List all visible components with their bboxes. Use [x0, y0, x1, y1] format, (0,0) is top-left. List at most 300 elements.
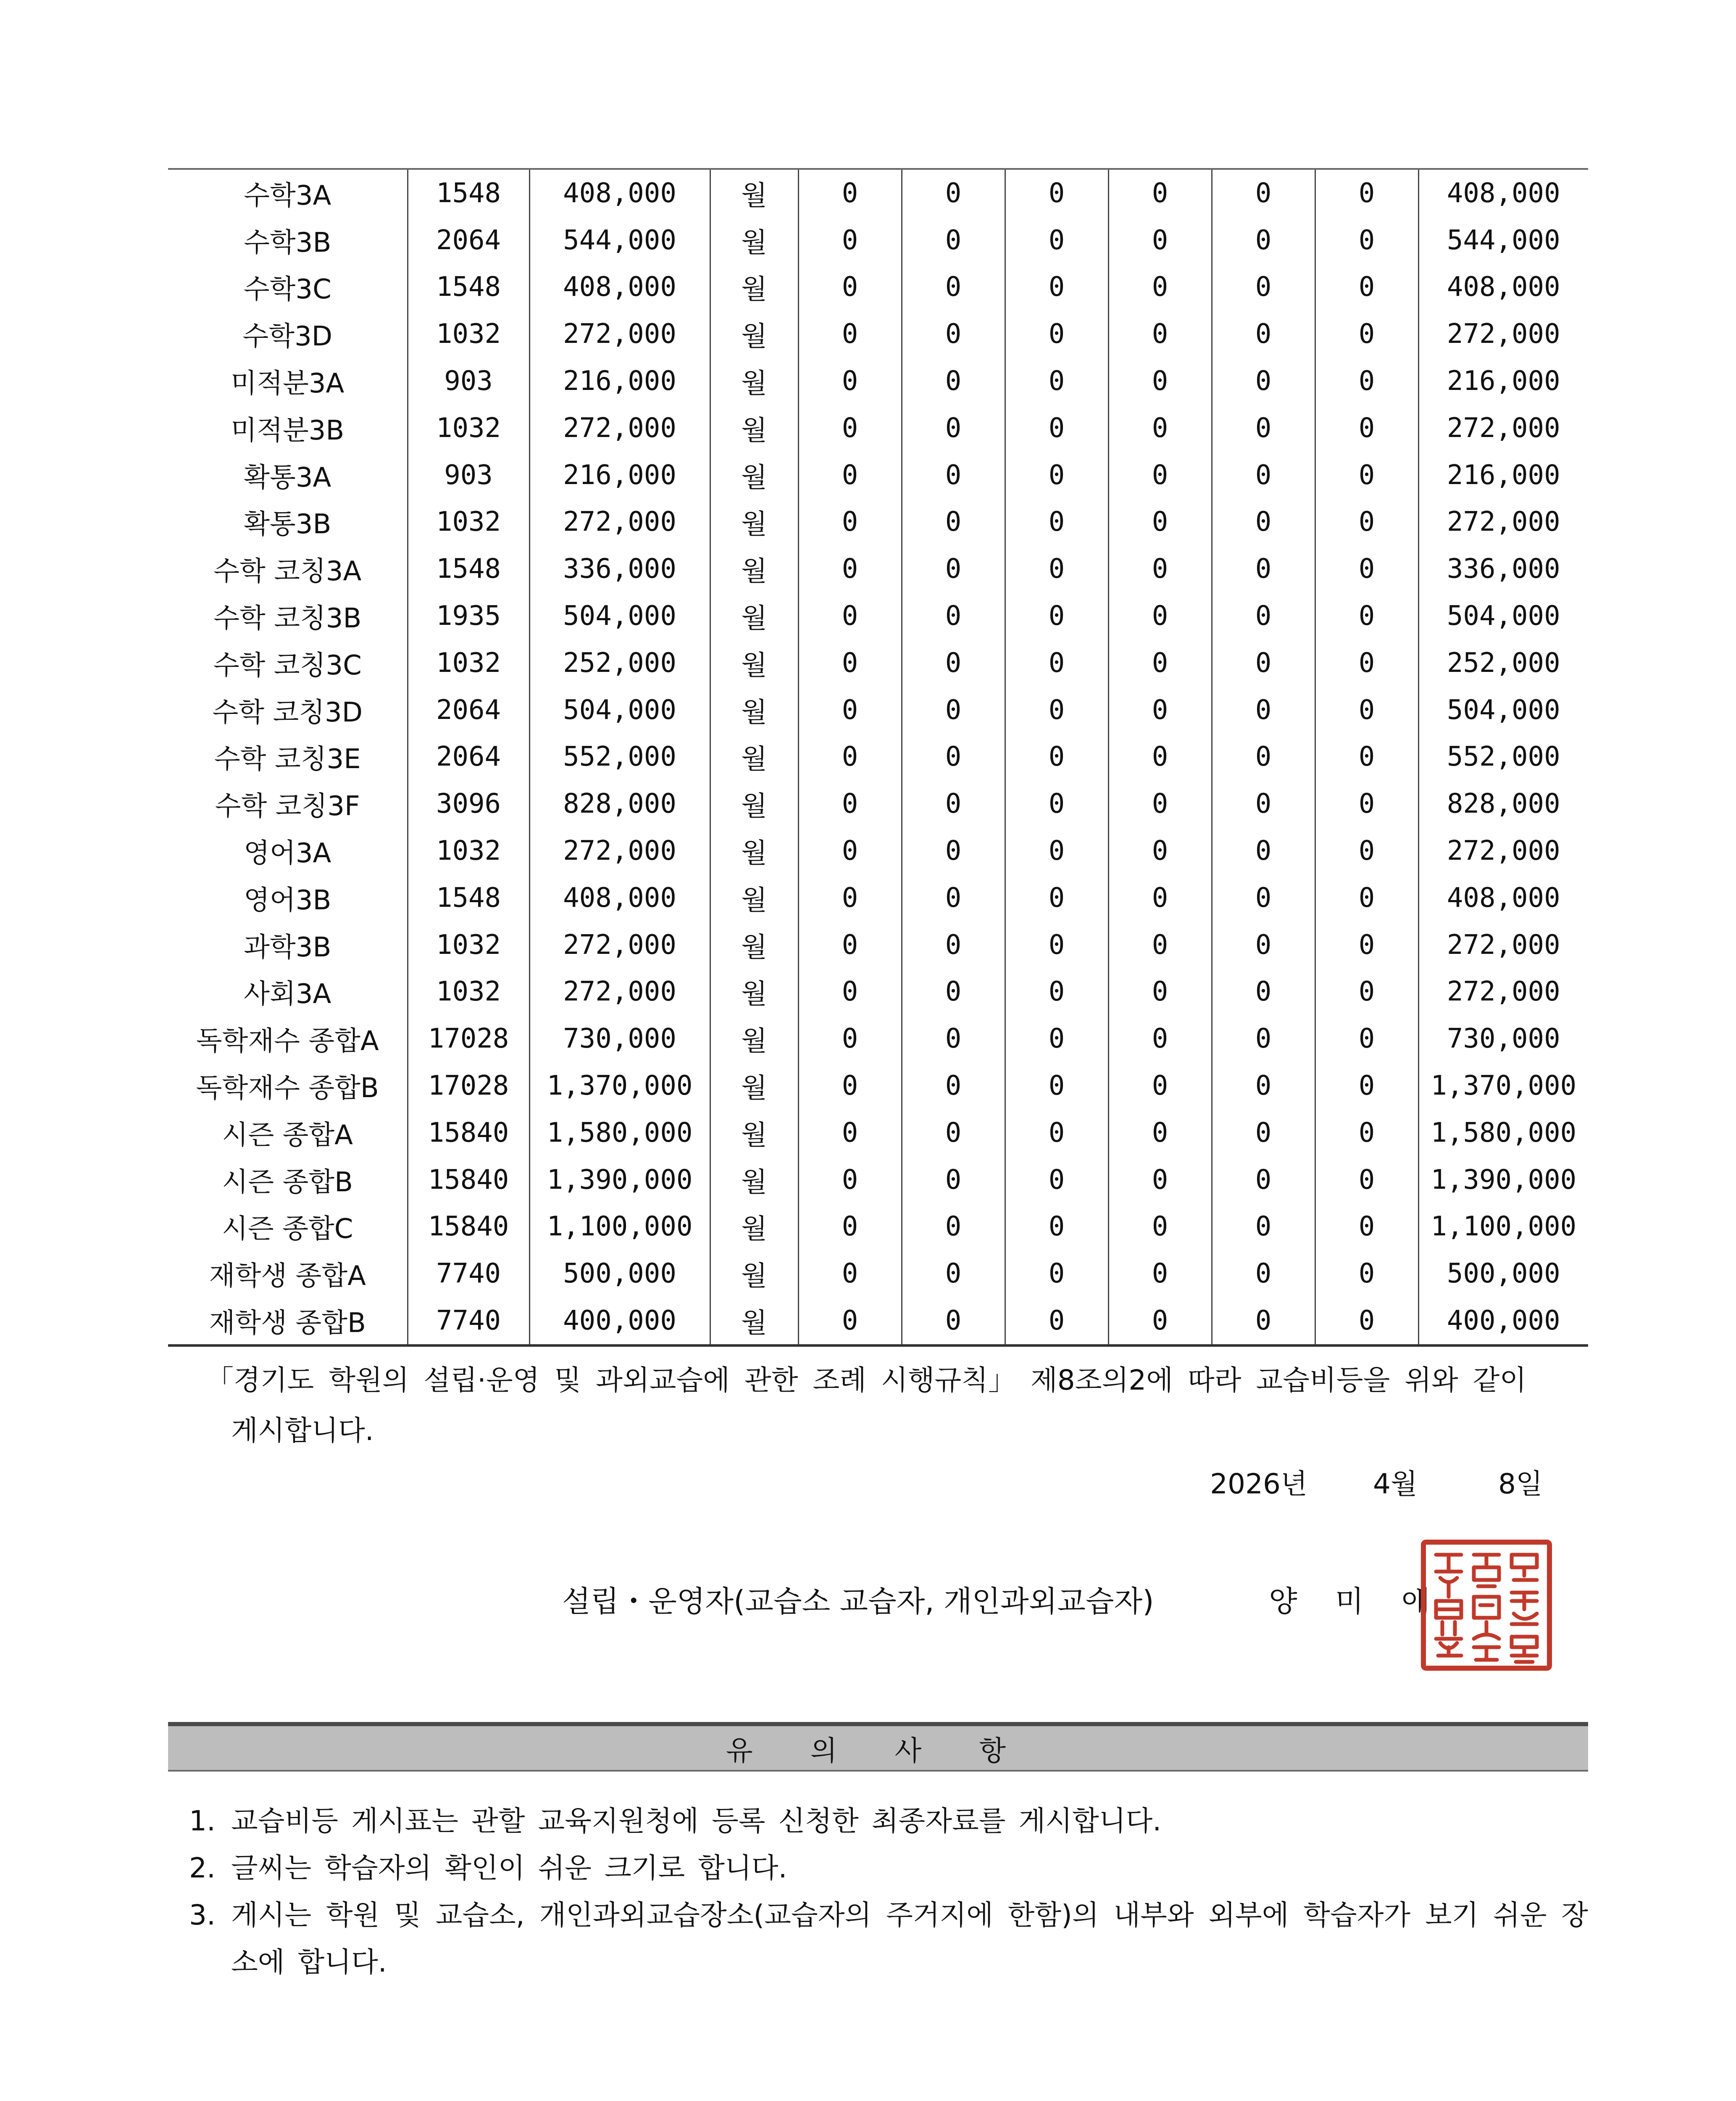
other-fee-cell: 0	[1005, 311, 1108, 358]
other-fee-cell: 0	[1212, 1203, 1315, 1251]
time-cell: 1548	[408, 264, 529, 311]
course-name-cell: 미적분3B	[231, 415, 345, 446]
course-name-cell: 수학3D	[242, 321, 333, 353]
time-cell: 2064	[408, 734, 529, 781]
course-name-cell: 수학3A	[168, 169, 408, 217]
other-fee-cell: 0	[1108, 499, 1212, 546]
unit-cell: 월	[710, 358, 798, 405]
other-fee-cell: 0	[1005, 1156, 1108, 1203]
total-cell: 408,000	[1418, 874, 1588, 921]
other-fee-cell: 0	[1212, 592, 1315, 640]
total-cell: 272,000	[1418, 405, 1588, 452]
table-row	[168, 687, 1588, 734]
other-fee-cell: 0	[1212, 640, 1315, 687]
time-cell: 1548	[408, 874, 529, 921]
other-fee-cell: 0	[1108, 545, 1212, 592]
time-cell: 2064	[408, 687, 529, 734]
fee-cell: 408,000	[529, 169, 710, 217]
other-fee-cell: 0	[1212, 780, 1315, 827]
total-cell: 504,000	[1418, 687, 1588, 734]
other-fee-cell: 0	[1315, 1015, 1418, 1062]
other-fee-cell: 0	[902, 545, 1005, 592]
fee-cell: 730,000	[529, 1015, 710, 1062]
other-fee-cell: 0	[1108, 1203, 1212, 1251]
other-fee-cell: 0	[798, 311, 902, 358]
course-name-cell: 수학3B	[244, 227, 331, 258]
other-fee-cell: 0	[1315, 405, 1418, 452]
notes-item-text: 글씨는 학습자의 확인이 쉬운 크기로 합니다.	[231, 1852, 787, 1884]
table-row	[168, 734, 1588, 781]
table-row	[168, 264, 1588, 311]
other-fee-cell: 0	[1315, 969, 1418, 1016]
other-fee-cell: 0	[798, 1015, 902, 1062]
notice-line-2: 게시합니다.	[231, 1414, 374, 1447]
table-row	[168, 592, 1588, 640]
other-fee-cell: 0	[1212, 874, 1315, 921]
course-name-cell: 과학3B	[244, 932, 331, 963]
other-fee-cell: 0	[902, 405, 1005, 452]
other-fee-cell: 0	[1108, 311, 1212, 358]
other-fee-cell: 0	[902, 640, 1005, 687]
notes-title: 유 의 사 항	[726, 1734, 1030, 1767]
unit-cell: 월	[710, 1203, 798, 1251]
unit-cell: 월	[710, 452, 798, 499]
other-fee-cell: 0	[1005, 1109, 1108, 1156]
table-row	[168, 640, 1588, 687]
total-cell: 272,000	[1418, 969, 1588, 1016]
other-fee-cell: 0	[1212, 405, 1315, 452]
other-fee-cell: 0	[1108, 1062, 1212, 1109]
total-cell: 272,000	[1418, 921, 1588, 969]
course-name-cell: 수학 코칭3B	[213, 603, 362, 635]
unit-cell: 월	[710, 969, 798, 1016]
total-cell: 408,000	[1418, 264, 1588, 311]
time-cell: 15840	[408, 1156, 529, 1203]
course-name-cell: 수학 코칭3A	[213, 556, 362, 587]
course-name-cell: 시즌 종합B	[222, 1166, 353, 1198]
other-fee-cell: 0	[1315, 1250, 1418, 1297]
notice-text	[206, 1355, 1588, 1456]
fee-cell: 272,000	[529, 827, 710, 874]
time-cell: 1032	[408, 640, 529, 687]
total-cell: 552,000	[1418, 734, 1588, 781]
other-fee-cell: 0	[902, 311, 1005, 358]
other-fee-cell: 0	[1005, 405, 1108, 452]
other-fee-cell: 0	[1108, 734, 1212, 781]
fee-cell: 272,000	[529, 311, 710, 358]
other-fee-cell: 0	[1108, 827, 1212, 874]
other-fee-cell: 0	[1108, 405, 1212, 452]
other-fee-cell: 0	[1005, 1297, 1108, 1345]
unit-cell: 월	[710, 405, 798, 452]
table-row	[168, 311, 1588, 358]
time-cell: 1032	[408, 969, 529, 1016]
other-fee-cell: 0	[1005, 1250, 1108, 1297]
unit-cell: 월	[710, 1109, 798, 1156]
other-fee-cell: 0	[798, 545, 902, 592]
notice-line-1: 「경기도 학원의 설립·운영 및 과외교습에 관한 조례 시행규칙」 제8조의2에 따라 교습비등을 위와 같이	[206, 1364, 1527, 1396]
other-fee-cell: 0	[1212, 1015, 1315, 1062]
notes-title-bar	[168, 1722, 1588, 1772]
unit-cell: 월	[710, 1297, 798, 1345]
other-fee-cell: 0	[1315, 452, 1418, 499]
total-cell: 730,000	[1418, 1015, 1588, 1062]
other-fee-cell: 0	[1212, 969, 1315, 1016]
other-fee-cell: 0	[1005, 452, 1108, 499]
other-fee-cell: 0	[1005, 780, 1108, 827]
fee-cell: 1,100,000	[529, 1203, 710, 1251]
other-fee-cell: 0	[798, 969, 902, 1016]
fee-cell: 500,000	[529, 1250, 710, 1297]
date-month: 4월	[1373, 1468, 1418, 1500]
unit-cell: 월	[710, 640, 798, 687]
other-fee-cell: 0	[902, 169, 1005, 217]
notes-item-number: 2.	[189, 1852, 216, 1884]
fee-cell: 408,000	[529, 264, 710, 311]
other-fee-cell: 0	[1212, 827, 1315, 874]
other-fee-cell: 0	[1108, 452, 1212, 499]
other-fee-cell: 0	[1005, 545, 1108, 592]
other-fee-cell: 0	[798, 827, 902, 874]
unit-cell: 월	[710, 264, 798, 311]
total-cell: 272,000	[1418, 499, 1588, 546]
fee-cell: 400,000	[529, 1297, 710, 1345]
notes-item-text: 게시는 학원 및 교습소, 개인과외교습장소(교습자의 주거지에 한함)의 내부와 외부에 학습자가 보기 쉬운 장소에 합니다.	[231, 1899, 1588, 1978]
course-name-cell: 수학 코칭3E	[214, 744, 361, 775]
other-fee-cell: 0	[902, 1250, 1005, 1297]
other-fee-cell: 0	[1108, 217, 1212, 264]
fee-cell: 828,000	[529, 780, 710, 827]
total-cell: 500,000	[1418, 1250, 1588, 1297]
other-fee-cell: 0	[902, 1062, 1005, 1109]
fee-cell: 504,000	[529, 687, 710, 734]
other-fee-cell: 0	[1005, 734, 1108, 781]
other-fee-cell: 0	[1212, 687, 1315, 734]
other-fee-cell: 0	[798, 169, 902, 217]
other-fee-cell: 0	[798, 358, 902, 405]
fee-cell: 272,000	[529, 969, 710, 1016]
unit-cell: 월	[710, 499, 798, 546]
other-fee-cell: 0	[902, 1156, 1005, 1203]
time-cell: 1032	[408, 405, 529, 452]
other-fee-cell: 0	[798, 1203, 902, 1251]
fee-cell: 1,370,000	[529, 1062, 710, 1109]
unit-cell: 월	[710, 734, 798, 781]
other-fee-cell: 0	[1108, 264, 1212, 311]
time-cell: 17028	[408, 1015, 529, 1062]
course-name-cell: 독학재수 종합A	[196, 1026, 379, 1057]
fee-table	[168, 168, 1588, 1347]
other-fee-cell: 0	[1315, 499, 1418, 546]
total-cell: 1,390,000	[1418, 1156, 1588, 1203]
other-fee-cell: 0	[902, 452, 1005, 499]
total-cell: 1,370,000	[1418, 1062, 1588, 1109]
table-row	[168, 1203, 1588, 1251]
course-name-cell: 수학 코칭3F	[215, 791, 360, 822]
other-fee-cell: 0	[1315, 640, 1418, 687]
other-fee-cell: 0	[798, 687, 902, 734]
total-cell: 400,000	[1418, 1297, 1588, 1345]
seal-stamp-icon	[1419, 1538, 1554, 1672]
table-row	[168, 545, 1588, 592]
total-cell: 336,000	[1418, 545, 1588, 592]
other-fee-cell: 0	[902, 687, 1005, 734]
other-fee-cell: 0	[798, 264, 902, 311]
table-row	[168, 921, 1588, 969]
other-fee-cell: 0	[798, 1297, 902, 1345]
other-fee-cell: 0	[902, 499, 1005, 546]
time-cell: 903	[408, 358, 529, 405]
other-fee-cell: 0	[1315, 1203, 1418, 1251]
other-fee-cell: 0	[902, 780, 1005, 827]
other-fee-cell: 0	[1108, 358, 1212, 405]
table-row	[168, 1015, 1588, 1062]
other-fee-cell: 0	[902, 1109, 1005, 1156]
table-row	[168, 1109, 1588, 1156]
other-fee-cell: 0	[1315, 545, 1418, 592]
fee-cell: 544,000	[529, 217, 710, 264]
other-fee-cell: 0	[1315, 264, 1418, 311]
fee-cell: 216,000	[529, 358, 710, 405]
other-fee-cell: 0	[1108, 874, 1212, 921]
total-cell: 1,100,000	[1418, 1203, 1588, 1251]
other-fee-cell: 0	[1005, 169, 1108, 217]
signer-name: 양 미 애	[1269, 1584, 1444, 1619]
other-fee-cell: 0	[1005, 827, 1108, 874]
other-fee-cell: 0	[1005, 687, 1108, 734]
other-fee-cell: 0	[1315, 217, 1418, 264]
other-fee-cell: 0	[1212, 217, 1315, 264]
time-cell: 3096	[408, 780, 529, 827]
fee-cell: 1,580,000	[529, 1109, 710, 1156]
time-cell: 7740	[408, 1297, 529, 1345]
course-name-cell: 사회3A	[244, 979, 331, 1010]
course-name-cell: 확통3B	[244, 509, 331, 540]
other-fee-cell: 0	[1315, 169, 1418, 217]
notes-item	[189, 1892, 1588, 1986]
other-fee-cell: 0	[798, 1250, 902, 1297]
time-cell: 15840	[408, 1109, 529, 1156]
other-fee-cell: 0	[798, 734, 902, 781]
course-name-cell: 시즌 종합A	[222, 1119, 353, 1151]
unit-cell: 월	[710, 1250, 798, 1297]
unit-cell: 월	[710, 1015, 798, 1062]
other-fee-cell: 0	[1005, 921, 1108, 969]
time-cell: 903	[408, 452, 529, 499]
table-row	[168, 874, 1588, 921]
other-fee-cell: 0	[1005, 499, 1108, 546]
unit-cell: 월	[710, 545, 798, 592]
fee-cell: 504,000	[529, 592, 710, 640]
unit-cell: 월	[710, 217, 798, 264]
unit-cell: 월	[710, 827, 798, 874]
other-fee-cell: 0	[1315, 592, 1418, 640]
other-fee-cell: 0	[1315, 874, 1418, 921]
course-name-cell: 영어3B	[244, 885, 331, 916]
other-fee-cell: 0	[1108, 640, 1212, 687]
other-fee-cell: 0	[1315, 1109, 1418, 1156]
time-cell: 1032	[408, 311, 529, 358]
other-fee-cell: 0	[1108, 969, 1212, 1016]
other-fee-cell: 0	[1108, 1109, 1212, 1156]
date-day: 8일	[1498, 1468, 1543, 1500]
time-cell: 1548	[408, 169, 529, 217]
course-name-cell: 수학 코칭3C	[213, 650, 362, 681]
course-name-cell: 독학재수 종합B	[196, 1073, 379, 1104]
signer-label: 설립・운영자(교습소 교습자, 개인과외교습자)	[562, 1584, 1154, 1619]
other-fee-cell: 0	[1108, 1156, 1212, 1203]
other-fee-cell: 0	[1005, 217, 1108, 264]
other-fee-cell: 0	[1212, 1109, 1315, 1156]
course-name-cell: 영어3A	[244, 838, 331, 869]
other-fee-cell: 0	[902, 358, 1005, 405]
other-fee-cell: 0	[1108, 780, 1212, 827]
total-cell: 272,000	[1418, 311, 1588, 358]
other-fee-cell: 0	[1212, 734, 1315, 781]
other-fee-cell: 0	[1212, 264, 1315, 311]
unit-cell: 월	[710, 921, 798, 969]
other-fee-cell: 0	[1212, 452, 1315, 499]
other-fee-cell: 0	[798, 921, 902, 969]
other-fee-cell: 0	[1212, 358, 1315, 405]
other-fee-cell: 0	[798, 217, 902, 264]
table-row	[168, 1062, 1588, 1109]
course-name-cell: 수학 코칭3D	[212, 697, 363, 728]
total-cell: 252,000	[1418, 640, 1588, 687]
fee-cell: 272,000	[529, 921, 710, 969]
other-fee-cell: 0	[1212, 169, 1315, 217]
other-fee-cell: 0	[1005, 874, 1108, 921]
other-fee-cell: 0	[902, 969, 1005, 1016]
notes-item-number: 3.	[189, 1899, 216, 1931]
notes-item	[189, 1845, 1588, 1892]
course-name-cell: 확통3A	[244, 462, 331, 493]
other-fee-cell: 0	[1005, 592, 1108, 640]
fee-cell: 552,000	[529, 734, 710, 781]
other-fee-cell: 0	[1108, 1297, 1212, 1345]
other-fee-cell: 0	[902, 1203, 1005, 1251]
other-fee-cell: 0	[1315, 734, 1418, 781]
other-fee-cell: 0	[798, 1062, 902, 1109]
unit-cell: 월	[710, 687, 798, 734]
other-fee-cell: 0	[1212, 311, 1315, 358]
other-fee-cell: 0	[1005, 1203, 1108, 1251]
notes-item-text: 교습비등 게시표는 관할 교육지원청에 등록 신청한 최종자료를 게시합니다.	[231, 1805, 1162, 1837]
date-year: 2026년	[1210, 1468, 1307, 1500]
table-row	[168, 780, 1588, 827]
other-fee-cell: 0	[1315, 827, 1418, 874]
table-row	[168, 1156, 1588, 1203]
time-cell: 7740	[408, 1250, 529, 1297]
other-fee-cell: 0	[1212, 1156, 1315, 1203]
other-fee-cell: 0	[1212, 1250, 1315, 1297]
other-fee-cell: 0	[1005, 264, 1108, 311]
table-row	[168, 827, 1588, 874]
course-name-cell: 시즌 종합C	[222, 1214, 353, 1245]
other-fee-cell: 0	[902, 264, 1005, 311]
time-cell: 2064	[408, 217, 529, 264]
table-row	[168, 217, 1588, 264]
other-fee-cell: 0	[798, 452, 902, 499]
table-row	[168, 969, 1588, 1016]
other-fee-cell: 0	[1108, 592, 1212, 640]
time-cell: 1032	[408, 921, 529, 969]
table-row	[168, 1250, 1588, 1297]
other-fee-cell: 0	[1315, 1297, 1418, 1345]
other-fee-cell: 0	[1315, 1156, 1418, 1203]
other-fee-cell: 0	[798, 640, 902, 687]
other-fee-cell: 0	[798, 592, 902, 640]
other-fee-cell: 0	[1315, 1062, 1418, 1109]
other-fee-cell: 0	[798, 1156, 902, 1203]
other-fee-cell: 0	[798, 405, 902, 452]
notes-item	[189, 1798, 1588, 1845]
total-cell: 828,000	[1418, 780, 1588, 827]
table-row	[168, 358, 1588, 405]
total-cell: 544,000	[1418, 217, 1588, 264]
total-cell: 1,580,000	[1418, 1109, 1588, 1156]
fee-cell: 336,000	[529, 545, 710, 592]
other-fee-cell: 0	[1212, 545, 1315, 592]
other-fee-cell: 0	[902, 734, 1005, 781]
other-fee-cell: 0	[1108, 921, 1212, 969]
course-name-cell: 수학3C	[243, 274, 331, 305]
table-row	[168, 452, 1588, 499]
other-fee-cell: 0	[1108, 687, 1212, 734]
time-cell: 1032	[408, 827, 529, 874]
other-fee-cell: 0	[1108, 169, 1212, 217]
total-cell: 272,000	[1418, 827, 1588, 874]
time-cell: 1548	[408, 545, 529, 592]
unit-cell: 월	[710, 169, 798, 217]
table-row	[168, 405, 1588, 452]
fee-cell: 216,000	[529, 452, 710, 499]
other-fee-cell: 0	[798, 499, 902, 546]
notes-list	[189, 1798, 1588, 1986]
table-row	[168, 499, 1588, 546]
unit-cell: 월	[710, 311, 798, 358]
course-name-cell: 미적분3A	[231, 368, 345, 400]
other-fee-cell: 0	[1005, 358, 1108, 405]
other-fee-cell: 0	[1315, 780, 1418, 827]
other-fee-cell: 0	[1212, 499, 1315, 546]
unit-cell: 월	[710, 592, 798, 640]
other-fee-cell: 0	[1212, 1297, 1315, 1345]
other-fee-cell: 0	[902, 874, 1005, 921]
other-fee-cell: 0	[798, 780, 902, 827]
table-row	[168, 169, 1588, 217]
other-fee-cell: 0	[902, 592, 1005, 640]
other-fee-cell: 0	[1005, 640, 1108, 687]
other-fee-cell: 0	[902, 1297, 1005, 1345]
unit-cell: 월	[710, 1156, 798, 1203]
other-fee-cell: 0	[902, 827, 1005, 874]
total-cell: 408,000	[1418, 169, 1588, 217]
notes-item-number: 1.	[189, 1805, 216, 1837]
other-fee-cell: 0	[1315, 687, 1418, 734]
other-fee-cell: 0	[1315, 311, 1418, 358]
fee-cell: 272,000	[529, 405, 710, 452]
other-fee-cell: 0	[1315, 358, 1418, 405]
other-fee-cell: 0	[798, 874, 902, 921]
fee-cell: 1,390,000	[529, 1156, 710, 1203]
unit-cell: 월	[710, 874, 798, 921]
time-cell: 1935	[408, 592, 529, 640]
unit-cell: 월	[710, 1062, 798, 1109]
other-fee-cell: 0	[1005, 1015, 1108, 1062]
other-fee-cell: 0	[1108, 1250, 1212, 1297]
other-fee-cell: 0	[1212, 1062, 1315, 1109]
